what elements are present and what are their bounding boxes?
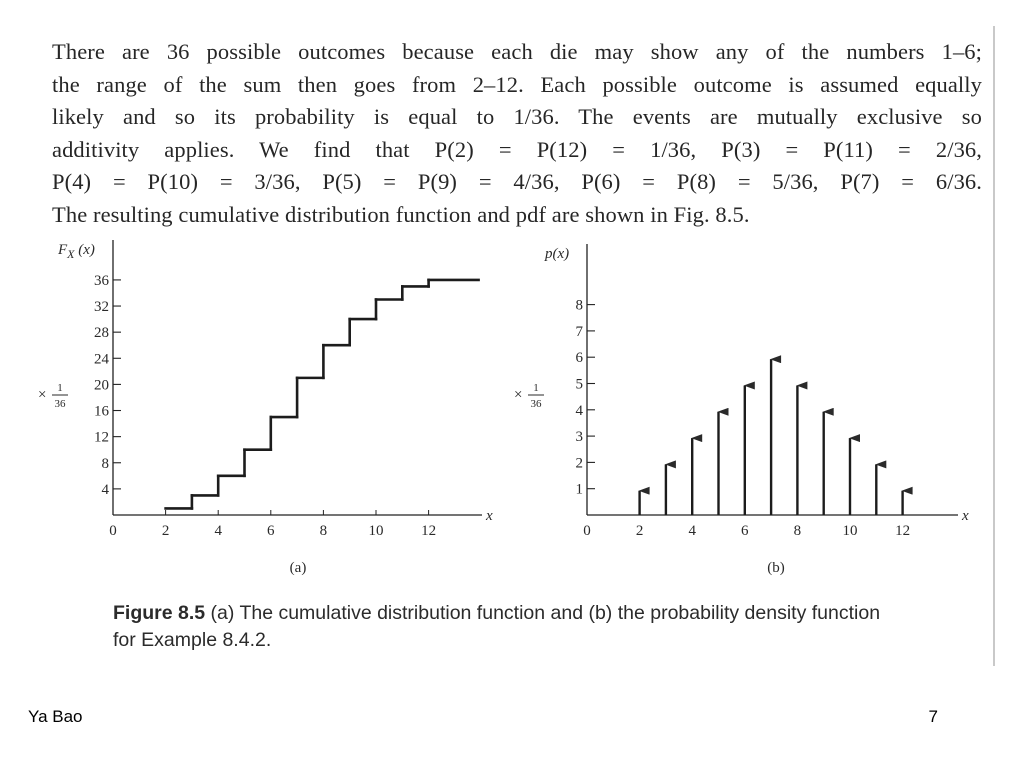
x-tick-label: 6 [267, 523, 275, 539]
panel-label: (a) [289, 560, 307, 576]
y-tick-label: 4 [101, 481, 109, 498]
y-tick-label: 32 [94, 299, 109, 316]
paragraph-line: additivity applies. We find that P(2) = P(12) = 1/36, P(3) = P(11) = 2/36, [52, 136, 982, 162]
y-tick-label: 8 [101, 455, 109, 472]
x-tick-label: 10 [368, 523, 384, 539]
y-axis-label: p(x) [545, 246, 570, 262]
y-tick-label: 24 [94, 351, 109, 368]
x-tick-label: 2 [161, 523, 170, 539]
x-axis-label: x [486, 508, 493, 524]
y-tick-label: 1 [575, 481, 583, 498]
scale-symbol: × [38, 387, 47, 403]
x-tick-label: 0 [109, 523, 117, 539]
panel-label: (b) [767, 560, 785, 576]
y-tick-label: 8 [575, 297, 583, 314]
paragraph-line: The resulting cumulative distribution function and pdf are shown in Fig. 8.5. [52, 201, 750, 227]
y-tick-label: 5 [575, 376, 583, 393]
x-tick-label: 0 [583, 523, 591, 539]
paragraph-line: likely and so its probability is equal to 1/36. The events are mutually exclusive so [52, 104, 982, 129]
caption-label: Figure 8.5 [113, 602, 206, 624]
footer-page-number: 7 [928, 707, 938, 726]
pdf-chart [514, 244, 969, 576]
x-tick-label: 4 [214, 523, 222, 539]
footer-author: Ya Bao [28, 707, 83, 726]
x-tick-label: 8 [793, 523, 802, 539]
x-axis-label: x [962, 508, 969, 524]
x-tick-label: 12 [421, 523, 437, 539]
scale-numerator: 1 [57, 382, 63, 394]
x-tick-label: 8 [319, 523, 328, 539]
x-tick-label: 6 [741, 523, 749, 539]
y-tick-label: 3 [575, 429, 583, 446]
paragraph-line: the range of the sum then goes from 2–12. Each possible outcome is assumed equally [52, 71, 982, 97]
y-tick-label: 28 [94, 325, 109, 342]
y-tick-label: 2 [575, 455, 583, 472]
scale-symbol: × [514, 387, 523, 403]
x-tick-label: 12 [895, 523, 911, 539]
paragraph-line: There are 36 possible outcomes because each die may show any of the numbers 1–6; [52, 39, 982, 64]
x-tick-label: 2 [635, 523, 644, 539]
y-axis-label: $F_X$ (x) [58, 242, 95, 261]
caption-text: (a) The cumulative distribution function and (b) the probability density function for Example 8.4.2. [113, 602, 881, 651]
figure-caption [113, 600, 903, 654]
y-tick-label: 6 [575, 350, 583, 367]
scale-numerator: 1 [533, 382, 539, 394]
scale-denominator: 36 [54, 398, 66, 410]
y-tick-label: 20 [94, 377, 109, 394]
y-tick-label: 4 [575, 402, 583, 419]
y-tick-label: 36 [94, 272, 109, 289]
paragraph-line: P(4) = P(10) = 3/36, P(5) = P(9) = 4/36, P(6) = P(8) = 5/36, P(7) = 6/36. [52, 169, 982, 194]
x-tick-label: 4 [688, 523, 696, 539]
cdf-chart [38, 240, 493, 576]
scale-factor-label [38, 382, 68, 410]
y-tick-label: 16 [94, 403, 109, 420]
y-tick-label: 7 [575, 323, 583, 340]
scale-factor-label [514, 382, 544, 410]
x-tick-label: 10 [842, 523, 858, 539]
scale-denominator: 36 [530, 398, 542, 410]
y-tick-label: 12 [94, 429, 109, 446]
